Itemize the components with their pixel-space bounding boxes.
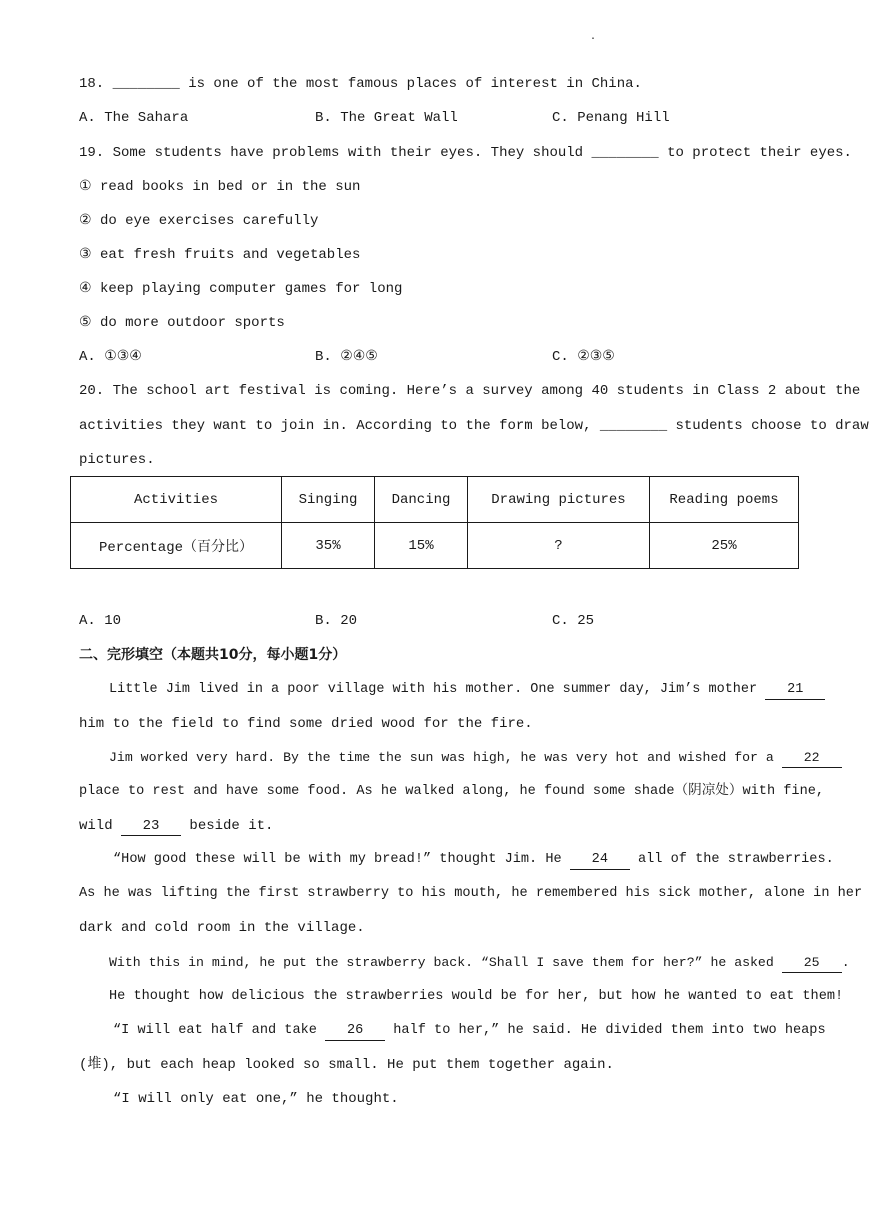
q19-option-a: A. ①③④ xyxy=(79,349,142,365)
q19-option-c: C. ②③⑤ xyxy=(552,349,615,365)
passage-p5: He thought how delicious the strawberries would be for her, but how he wanted to eat them! xyxy=(109,989,844,1004)
passage-p3-line-1 xyxy=(113,851,834,870)
blank-21: 21 xyxy=(765,681,825,700)
q19-item-2: ② do eye exercises carefully xyxy=(79,213,319,229)
passage-text: Jim worked very hard. By the time the sun was high, he was very hot and wished for a xyxy=(109,750,782,765)
survey-table xyxy=(70,476,799,569)
passage-text: . xyxy=(841,955,850,970)
q20-option-c: C. 25 xyxy=(552,613,595,629)
table-header-row xyxy=(71,477,799,523)
table-header-cell: Activities xyxy=(71,477,282,523)
table-cell: 25% xyxy=(650,523,799,569)
table-cell: ? xyxy=(468,523,650,569)
table-cell: 15% xyxy=(375,523,468,569)
q19-item-5: ⑤ do more outdoor sports xyxy=(79,315,285,331)
passage-p7: “I will only eat one,” he thought. xyxy=(113,1091,399,1107)
q19-stem: 19. Some students have problems with their eyes. They should ________ to protect their eyes. xyxy=(79,145,852,161)
q20-option-b: B. 20 xyxy=(315,613,358,629)
q19-item-4: ④ keep playing computer games for long xyxy=(79,281,403,297)
table-cell: Percentage（百分比） xyxy=(71,523,282,569)
passage-p6-line-2: (堆), but each heap looked so small. He put them together again. xyxy=(79,1057,614,1073)
q18-option-c: C. Penang Hill xyxy=(552,110,670,126)
passage-p4 xyxy=(109,954,850,973)
passage-text: Little Jim lived in a poor village with his mother. One summer day, Jim’s mother xyxy=(109,682,766,697)
q19-item-3: ③ eat fresh fruits and vegetables xyxy=(79,247,361,263)
q20-line-2: activities they want to join in. According to the form below, ________ students choose to draw xyxy=(79,418,869,434)
passage-p3-line-2: As he was lifting the first strawberry to his mouth, he remembered his sick mother, alone in her xyxy=(79,886,863,901)
table-header-cell: Dancing xyxy=(375,477,468,523)
passage-p1-line-1 xyxy=(109,681,825,700)
table-row xyxy=(71,523,799,569)
passage-text: beside it. xyxy=(181,818,274,834)
passage-text: wild xyxy=(79,818,122,834)
header-mark: . xyxy=(590,32,597,43)
passage-p1-line-2: him to the field to find some dried wood for the fire. xyxy=(79,716,533,732)
table-header-cell: Reading poems xyxy=(650,477,799,523)
passage-text: With this in mind, he put the strawberry back. “Shall I save them for her?” he asked xyxy=(109,955,782,970)
q19-option-b: B. ②④⑤ xyxy=(315,349,378,365)
table-header-cell: Singing xyxy=(282,477,375,523)
section-2-title: 二、完形填空（本题共10分，每小题1分） xyxy=(79,647,347,663)
passage-text: “How good these will be with my bread!” thought Jim. He xyxy=(113,852,570,867)
blank-25: 25 xyxy=(782,954,842,973)
q18-stem xyxy=(79,75,642,93)
table-header-cell: Drawing pictures xyxy=(468,477,650,523)
table-cell: 35% xyxy=(282,523,375,569)
blank-23: 23 xyxy=(121,817,181,836)
q18-stem-text: is one of the most famous places of interest in China. xyxy=(179,76,642,92)
passage-text: half to her,” he said. He divided them into two heaps xyxy=(385,1023,826,1038)
q20-line-3: pictures. xyxy=(79,452,155,468)
q19-item-1: ① read books in bed or in the sun xyxy=(79,179,361,195)
blank-22: 22 xyxy=(782,749,842,768)
passage-p3-line-3: dark and cold room in the village. xyxy=(79,920,365,936)
q20-option-a: A. 10 xyxy=(79,613,122,629)
q18-blank: ________ xyxy=(112,76,180,92)
q18-option-a: A. The Sahara xyxy=(79,110,189,126)
blank-24: 24 xyxy=(570,851,630,870)
passage-p2-line-1 xyxy=(109,749,842,768)
q18-number: 18. xyxy=(79,76,113,92)
passage-text: “I will eat half and take xyxy=(113,1023,326,1038)
passage-p2-line-3 xyxy=(79,817,273,836)
passage-p6-line-1 xyxy=(113,1022,826,1041)
passage-p2-line-2: place to rest and have some food. As he walked along, he found some shade（阴凉处）with fine, xyxy=(79,784,825,799)
q18-option-b: B. The Great Wall xyxy=(315,110,458,126)
q20-line-1: 20. The school art festival is coming. Here’s a survey among 40 students in Class 2 about the xyxy=(79,383,861,399)
passage-text: all of the strawberries. xyxy=(629,852,834,867)
blank-26: 26 xyxy=(325,1022,385,1041)
